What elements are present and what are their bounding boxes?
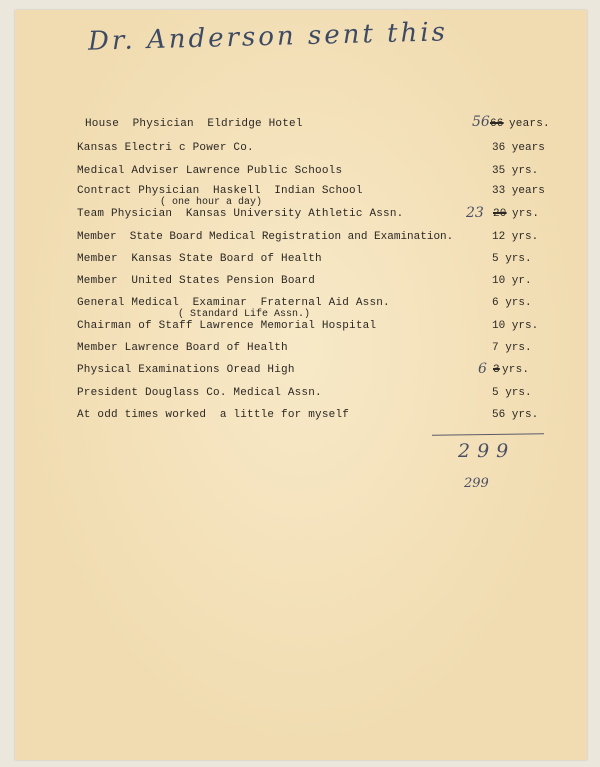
entry-description: Member United States Pension Board <box>77 275 316 287</box>
list-item <box>0 231 600 251</box>
entry-duration: 35 yrs. <box>492 165 539 177</box>
list-item <box>0 320 600 340</box>
struck-value: 20 <box>493 208 507 220</box>
entry-duration: 7 yrs. <box>492 342 532 354</box>
list-item <box>0 275 600 295</box>
list-item <box>0 297 600 320</box>
list-item <box>0 185 600 208</box>
list-item <box>0 205 600 228</box>
entry-description: Kansas Electri c Power Co. <box>77 142 254 154</box>
entry-description: Team Physician Kansas University Athletic Assn. <box>77 208 404 220</box>
entry-duration: years. <box>509 118 550 130</box>
list-item <box>0 165 600 185</box>
entry-description: House Physician Eldridge Hotel <box>85 118 303 130</box>
entry-description: President Douglass Co. Medical Assn. <box>77 387 322 399</box>
list-item <box>0 361 600 384</box>
entry-description: Medical Adviser Lawrence Public Schools <box>77 165 343 177</box>
entry-description: Member Kansas State Board of Health <box>77 253 322 265</box>
entry-duration: 5 yrs. <box>492 253 532 265</box>
handwritten-correction: 6 <box>478 361 487 377</box>
entry-duration: 10 yrs. <box>492 320 539 332</box>
handwritten-total: 299 <box>458 440 516 462</box>
handwritten-correction: 23 <box>466 205 484 221</box>
entry-duration: 36 years <box>492 142 545 154</box>
entry-duration: 6 yrs. <box>492 297 532 309</box>
struck-value: 3 <box>493 364 500 376</box>
entry-duration: yrs. <box>502 364 530 376</box>
entry-description: Member State Board Medical Registration and Examination. <box>77 231 454 243</box>
entry-description: At odd times worked a little for myself <box>77 409 350 421</box>
list-item <box>0 114 600 138</box>
list-item <box>0 142 600 162</box>
struck-value: 66 <box>490 118 504 130</box>
pencil-total: 299 <box>464 476 489 491</box>
entry-duration: 10 yr. <box>492 275 532 287</box>
list-item <box>0 387 600 407</box>
entry-duration: 33 years <box>492 185 545 197</box>
entry-duration: 12 yrs. <box>492 231 539 243</box>
entry-duration: 5 yrs. <box>492 387 532 399</box>
list-item <box>0 253 600 273</box>
entry-note: ( one hour a day) <box>160 197 263 208</box>
entry-description: Contract Physician Haskell Indian School <box>77 185 363 197</box>
handwritten-correction: 56 <box>472 114 490 130</box>
entry-duration: yrs. <box>512 208 540 220</box>
entry-description: Physical Examinations Oread High <box>77 364 295 376</box>
list-item <box>0 409 600 429</box>
entry-description: Chairman of Staff Lawrence Memorial Hospital <box>77 320 377 332</box>
entry-duration: 56 yrs. <box>492 409 539 421</box>
entry-description: Member Lawrence Board of Health <box>77 342 288 354</box>
entry-note: ( Standard Life Assn.) <box>178 309 311 320</box>
handwritten-note: Dr. Anderson sent this <box>87 17 449 57</box>
list-item <box>0 342 600 362</box>
entry-description: General Medical Examinar Fraternal Aid Assn. <box>77 297 390 309</box>
